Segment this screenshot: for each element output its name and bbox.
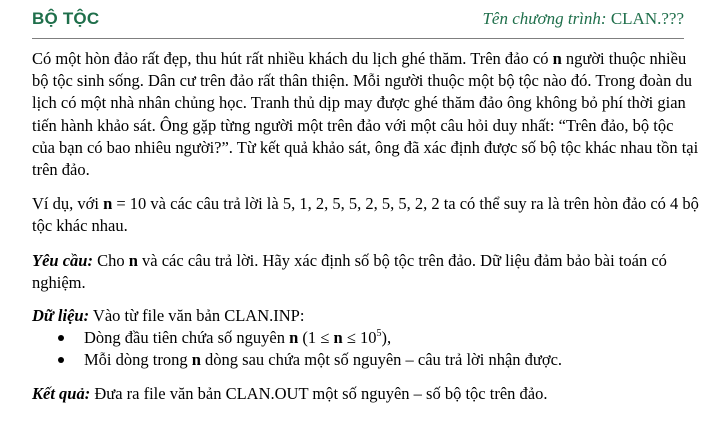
intro-paragraph (32, 48, 700, 181)
bullet-icon (58, 357, 64, 363)
list-item (32, 327, 700, 349)
header-bar (32, 8, 684, 39)
intro-text-2: người thuộc nhiều bộ tộc sinh sống. Dân cư trên đảo rất thân thiện. Mỗi người thuộc một bộ tộc nào đó. Trong đoàn du lịch có một nhà nhân chủng học. Tranh thủ dịp may được ghé thăm đảo ông không bỏ phí thời gian tiến hành khảo sát. Ông gặp từng người một trên đảo với một câu hỏi duy nhất: “Trên đảo, bộ tộc của bạn có bao nhiêu người?”. Từ kết quả khảo sát, ông đã xác định được số bộ tộc khác nhau tồn tại trên đảo. (32, 49, 699, 180)
example-paragraph (32, 193, 700, 237)
requirement-paragraph (32, 250, 700, 294)
requirement-text-1: Cho (92, 250, 129, 270)
exponent: 5 (376, 327, 382, 339)
program-name: CLAN.??? (610, 9, 684, 28)
var-n: n (103, 194, 113, 214)
output-text: Đưa ra file văn bản CLAN.OUT một số nguyên – số bộ tộc trên đảo. (90, 383, 548, 403)
input-label: Dữ liệu: (32, 306, 90, 326)
example-text-1: Ví dụ, với (32, 194, 104, 214)
program-label: Tên chương trình: (482, 9, 607, 28)
bullet-icon (58, 335, 64, 341)
var-n: n (191, 350, 201, 370)
requirement-label: Yêu cầu: (32, 250, 93, 270)
requirement-text-2: và các câu trả lời. Hãy xác định số bộ tộc trên đảo. Dữ liệu đảm bảo bài toán có nghiệm. (32, 250, 667, 292)
var-n: n (289, 328, 299, 348)
list-item (32, 349, 700, 371)
example-text-2: = 10 và các câu trả lời là 5, 1, 2, 5, 5, 2, 5, 5, 2, 2 ta có thể suy ra là trên hòn đảo có 4 bộ tộc khác nhau. (32, 194, 699, 236)
var-n: n (552, 49, 562, 68)
input-bullet-list (32, 327, 700, 371)
input-paragraph (32, 305, 700, 327)
bullet1-text-3: ≤ 10 (342, 328, 377, 348)
bullet2-text-2: dòng sau chứa một số nguyên – câu trả lời nhận được. (200, 350, 563, 370)
bullet1-text-1: Dòng đầu tiên chứa số nguyên (84, 328, 290, 348)
bullet1-text-2: (1 ≤ (298, 328, 334, 348)
program-name-line (482, 9, 684, 29)
problem-body (32, 48, 700, 405)
output-label: Kết quả: (32, 383, 91, 403)
intro-text-1: Có một hòn đảo rất đẹp, thu hút rất nhiều khách du lịch ghé thăm. Trên đảo có (32, 49, 553, 68)
bullet2-text-1: Mỗi dòng trong (84, 350, 192, 370)
problem-title: BỘ TỘC (32, 9, 100, 28)
bullet1-text-4: ), (381, 328, 392, 348)
input-text: Vào từ file văn bản CLAN.INP: (89, 306, 305, 326)
output-paragraph (32, 383, 700, 405)
var-n: n (128, 250, 138, 270)
var-n: n (333, 328, 343, 348)
